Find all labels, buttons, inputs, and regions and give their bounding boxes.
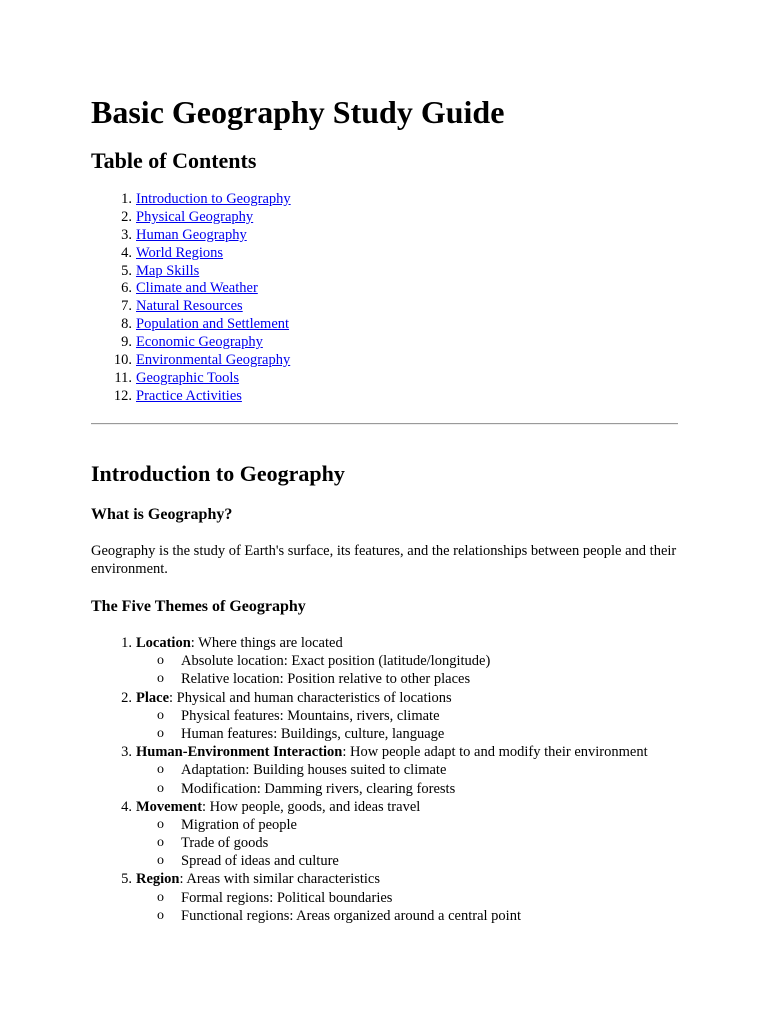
toc-item-number: 7. bbox=[121, 298, 132, 315]
bullet-icon: o bbox=[157, 889, 164, 905]
subsection-heading-what: What is Geography? bbox=[91, 506, 233, 523]
theme-subitem-text: Trade of goods bbox=[181, 835, 269, 852]
toc-item bbox=[91, 245, 291, 263]
theme-term: Human-Environment Interaction bbox=[136, 744, 343, 761]
page-title: Basic Geography Study Guide bbox=[91, 94, 505, 130]
toc-item-number: 11. bbox=[114, 369, 132, 386]
toc-item bbox=[91, 370, 291, 388]
theme-subitem-text: Formal regions: Political boundaries bbox=[181, 889, 393, 906]
theme-term: Region bbox=[136, 871, 180, 888]
theme-number: 4. bbox=[121, 798, 132, 815]
bullet-icon: o bbox=[157, 762, 164, 778]
theme-description: : Areas with similar characteristics bbox=[179, 871, 381, 888]
theme-description: : Where things are located bbox=[190, 635, 343, 651]
theme-term: Place bbox=[136, 689, 170, 706]
theme-description: : How people, goods, and ideas travel bbox=[202, 798, 421, 815]
toc-link-introduction[interactable]: Introduction to Geography bbox=[136, 191, 291, 207]
theme-number: 1. bbox=[121, 635, 132, 651]
bullet-icon: o bbox=[157, 780, 164, 796]
toc-link-map-skills[interactable]: Map Skills bbox=[136, 262, 200, 279]
toc-item-number: 5. bbox=[121, 262, 132, 279]
toc-item-number: 2. bbox=[121, 208, 132, 225]
theme-number: 5. bbox=[121, 871, 132, 888]
theme-description: : How people adapt to and modify their environment bbox=[342, 744, 648, 761]
theme-subitem-text: Migration of people bbox=[181, 816, 297, 833]
bullet-icon: o bbox=[157, 907, 164, 923]
theme-subitem-text: Adaptation: Building houses suited to climate bbox=[181, 762, 447, 779]
theme-subitem-text: Relative location: Position relative to other places bbox=[181, 671, 471, 688]
theme-term: Movement bbox=[136, 798, 203, 815]
toc-link-practice[interactable]: Practice Activities bbox=[136, 387, 242, 404]
toc-link-human[interactable]: Human Geography bbox=[136, 226, 247, 243]
toc-link-population[interactable]: Population and Settlement bbox=[136, 316, 290, 333]
theme-number: 2. bbox=[121, 689, 132, 706]
theme-subitem-text: Human features: Buildings, culture, language bbox=[181, 725, 445, 742]
toc-item-number: 9. bbox=[121, 334, 132, 351]
toc-item bbox=[91, 334, 291, 352]
theme-number: 3. bbox=[121, 744, 132, 761]
theme-subitem-text: Absolute location: Exact position (latitude/longitude) bbox=[181, 653, 491, 670]
toc-item-number: 6. bbox=[121, 280, 132, 297]
section-divider bbox=[91, 423, 678, 425]
theme-subitem-text: Modification: Damming rivers, clearing forests bbox=[181, 780, 456, 797]
toc-list bbox=[91, 191, 291, 406]
bullet-icon: o bbox=[157, 835, 164, 851]
toc-item bbox=[91, 352, 291, 370]
definition-paragraph: Geography is the study of Earth's surface, its features, and the relationships between people and their environment. bbox=[91, 543, 677, 577]
subsection-heading-themes: The Five Themes of Geography bbox=[91, 598, 306, 615]
theme-term: Location bbox=[136, 635, 191, 651]
toc-heading: Table of Contents bbox=[91, 148, 257, 173]
theme-subitem-text: Functional regions: Areas organized around a central point bbox=[181, 907, 521, 924]
bullet-icon: o bbox=[157, 653, 164, 669]
bullet-icon: o bbox=[157, 816, 164, 832]
toc-item bbox=[91, 316, 291, 334]
toc-link-environmental[interactable]: Environmental Geography bbox=[136, 352, 291, 369]
toc-item bbox=[91, 263, 291, 281]
bullet-icon: o bbox=[157, 671, 164, 687]
toc-link-world-regions[interactable]: World Regions bbox=[136, 244, 224, 261]
toc-link-economic[interactable]: Economic Geography bbox=[136, 334, 263, 351]
toc-item-number: 12. bbox=[113, 387, 132, 404]
toc-item bbox=[91, 191, 291, 209]
toc-item bbox=[91, 227, 291, 245]
toc-item-number: 1. bbox=[121, 191, 132, 207]
toc-item bbox=[91, 388, 291, 406]
theme-subitem-text: Spread of ideas and culture bbox=[181, 853, 339, 870]
theme-subitem-text: Physical features: Mountains, rivers, climate bbox=[181, 707, 440, 724]
toc-link-physical[interactable]: Physical Geography bbox=[136, 208, 254, 225]
toc-link-natural-resources[interactable]: Natural Resources bbox=[136, 298, 243, 315]
toc-link-climate[interactable]: Climate and Weather bbox=[136, 280, 258, 297]
section-heading-introduction: Introduction to Geography bbox=[91, 461, 345, 486]
toc-item-number: 3. bbox=[121, 226, 132, 243]
bullet-icon: o bbox=[157, 725, 164, 741]
toc-item-number: 8. bbox=[121, 316, 132, 333]
theme-description: : Physical and human characteristics of locations bbox=[169, 689, 452, 706]
bullet-icon: o bbox=[157, 853, 164, 869]
toc-item bbox=[91, 209, 291, 227]
toc-item-number: 4. bbox=[121, 244, 132, 261]
toc-item-number: 10. bbox=[113, 352, 132, 369]
toc-link-geographic-tools[interactable]: Geographic Tools bbox=[136, 369, 240, 386]
bullet-icon: o bbox=[157, 707, 164, 723]
toc-item bbox=[91, 298, 291, 316]
toc-item bbox=[91, 280, 291, 298]
